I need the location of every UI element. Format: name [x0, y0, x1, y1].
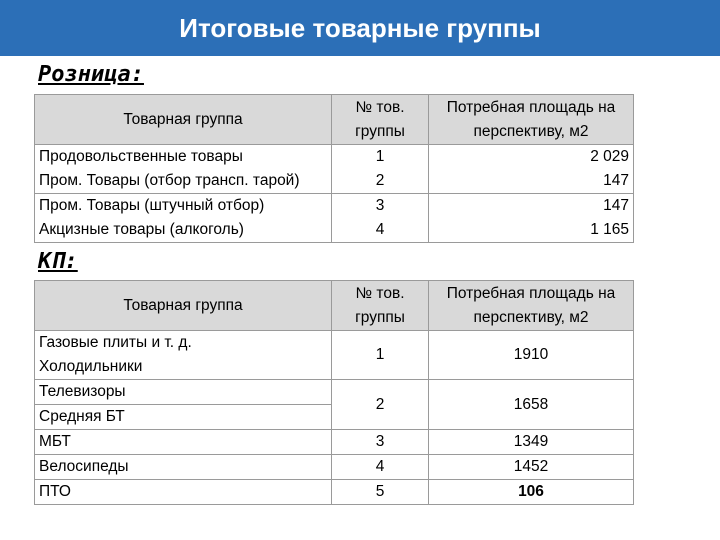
row-group: Продовольственные товары	[35, 145, 332, 170]
row-area: 106	[429, 480, 634, 505]
row-area: 2 029	[429, 145, 634, 170]
row-group: МБТ	[35, 430, 332, 455]
header-area-line1: Потребная площадь на	[446, 98, 616, 116]
header-num-line1: № тов.	[355, 284, 405, 302]
table-row	[35, 169, 634, 194]
table-row	[35, 145, 634, 170]
header-num-line2: группы	[355, 308, 405, 326]
row-group-line2: Средняя БТ	[39, 408, 125, 425]
row-area: 147	[429, 194, 634, 219]
retail-table	[34, 94, 634, 243]
header-group: Товарная группа	[35, 95, 332, 145]
row-group	[35, 380, 332, 430]
header-area-line2: перспективу, м2	[473, 122, 589, 140]
row-group-line2: Холодильники	[39, 358, 143, 375]
page-title: Итоговые товарные группы	[179, 12, 541, 43]
retail-section-label: Розница:	[38, 62, 144, 87]
table-row	[35, 194, 634, 219]
row-area: 147	[429, 169, 634, 194]
row-group: ПТО	[35, 480, 332, 505]
row-area: 1349	[429, 430, 634, 455]
kp-section-label: КП:	[38, 249, 78, 274]
table-row	[35, 331, 634, 380]
retail-table-header	[35, 95, 634, 145]
row-group: Велосипеды	[35, 455, 332, 480]
table-row	[35, 480, 634, 505]
row-group: Акцизные товары (алкоголь)	[35, 218, 332, 243]
row-num: 5	[332, 480, 429, 505]
header-group: Товарная группа	[35, 281, 332, 331]
row-num: 1	[332, 145, 429, 170]
table-row	[35, 455, 634, 480]
row-group-line1: Телевизоры	[35, 380, 331, 405]
header-area	[429, 95, 634, 145]
header-num	[332, 95, 429, 145]
row-num: 4	[332, 218, 429, 243]
row-group	[35, 331, 332, 380]
row-num: 3	[332, 430, 429, 455]
row-group-line1: Газовые плиты и т. д.	[39, 334, 192, 351]
header-num	[332, 281, 429, 331]
table-row	[35, 218, 634, 243]
header-num-line2: группы	[355, 122, 405, 140]
row-area: 1 165	[429, 218, 634, 243]
title-bar	[0, 0, 720, 56]
row-area: 1452	[429, 455, 634, 480]
row-group: Пром. Товары (отбор трансп. тарой)	[35, 169, 332, 194]
row-area: 1658	[429, 380, 634, 430]
header-area-line1: Потребная площадь на	[446, 284, 616, 302]
row-group: Пром. Товары (штучный отбор)	[35, 194, 332, 219]
table-row	[35, 430, 634, 455]
header-area	[429, 281, 634, 331]
row-area: 1910	[429, 331, 634, 380]
table-row	[35, 380, 634, 430]
row-num: 3	[332, 194, 429, 219]
row-num: 4	[332, 455, 429, 480]
kp-table	[34, 280, 634, 505]
kp-table-header	[35, 281, 634, 331]
header-area-line2: перспективу, м2	[473, 308, 589, 326]
row-num: 1	[332, 331, 429, 380]
row-num: 2	[332, 169, 429, 194]
header-num-line1: № тов.	[355, 98, 405, 116]
row-num: 2	[332, 380, 429, 430]
